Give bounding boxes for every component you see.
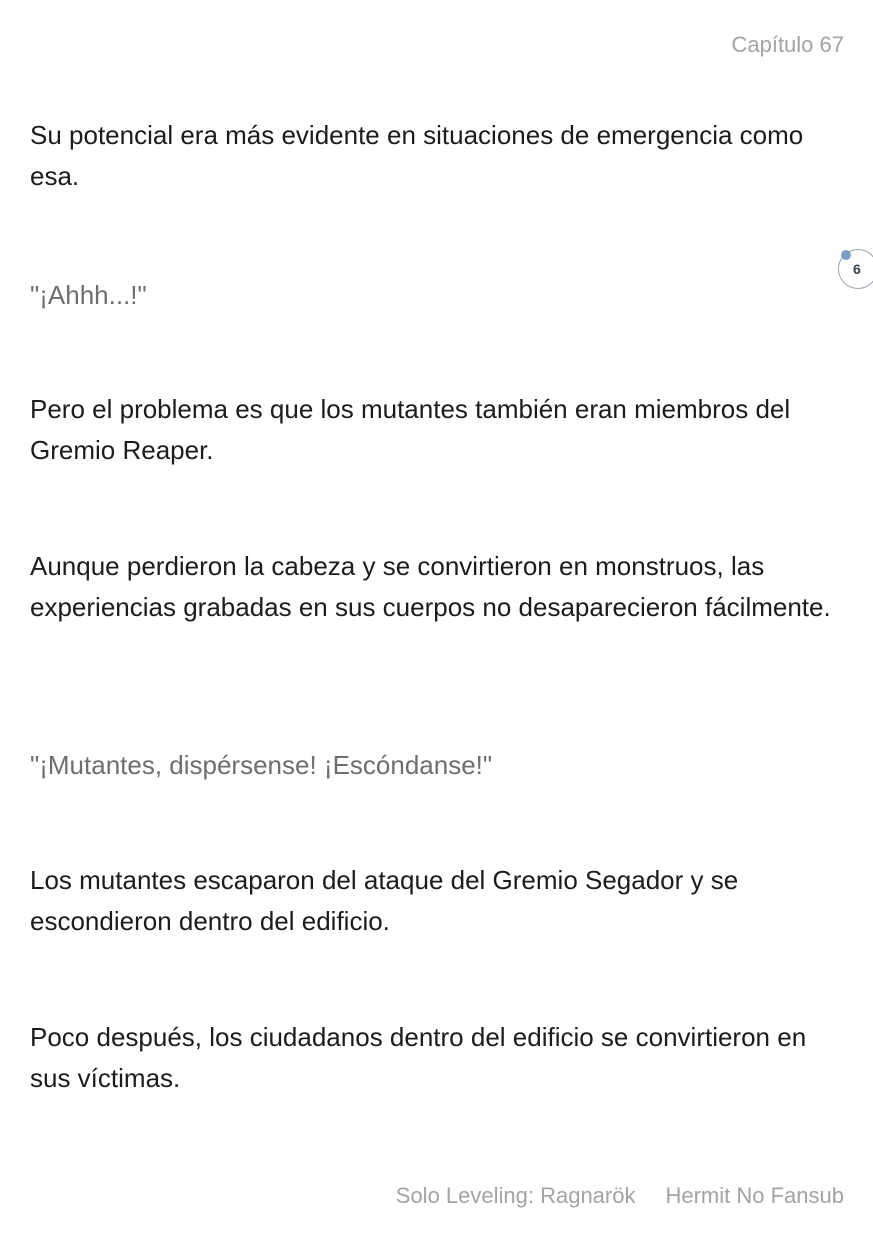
paragraph: Su potencial era más evidente en situaciones de emergencia como esa.: [30, 120, 804, 191]
chapter-label: Capítulo 67: [731, 32, 844, 57]
paragraph: Pero el problema es que los mutantes también eran miembros del Gremio Reaper.: [30, 394, 791, 465]
paragraph: Aunque perdieron la cabeza y se convirtieron en monstruos, las experiencias grabadas en sus cuerpos no desaparecieron fácilmente.: [30, 551, 831, 622]
footer: [396, 1181, 844, 1211]
paragraph: Los mutantes escaparon del ataque del Gremio Segador y se escondieron dentro del edificio.: [30, 865, 739, 936]
translator-credit: Hermit No Fansub: [665, 1183, 844, 1208]
book-title: Solo Leveling: Ragnarök: [395, 1183, 636, 1208]
dialog-line: "¡Mutantes, dispérsense! ¡Escóndanse!": [30, 750, 493, 780]
paragraph: Poco después, los ciudadanos dentro del edificio se convirtieron en sus víctimas.: [30, 1022, 807, 1093]
dialog-line: "¡Ahhh...!": [30, 280, 147, 310]
badge-indicator-dot-icon: [841, 250, 851, 260]
page-number: 6: [853, 261, 861, 277]
